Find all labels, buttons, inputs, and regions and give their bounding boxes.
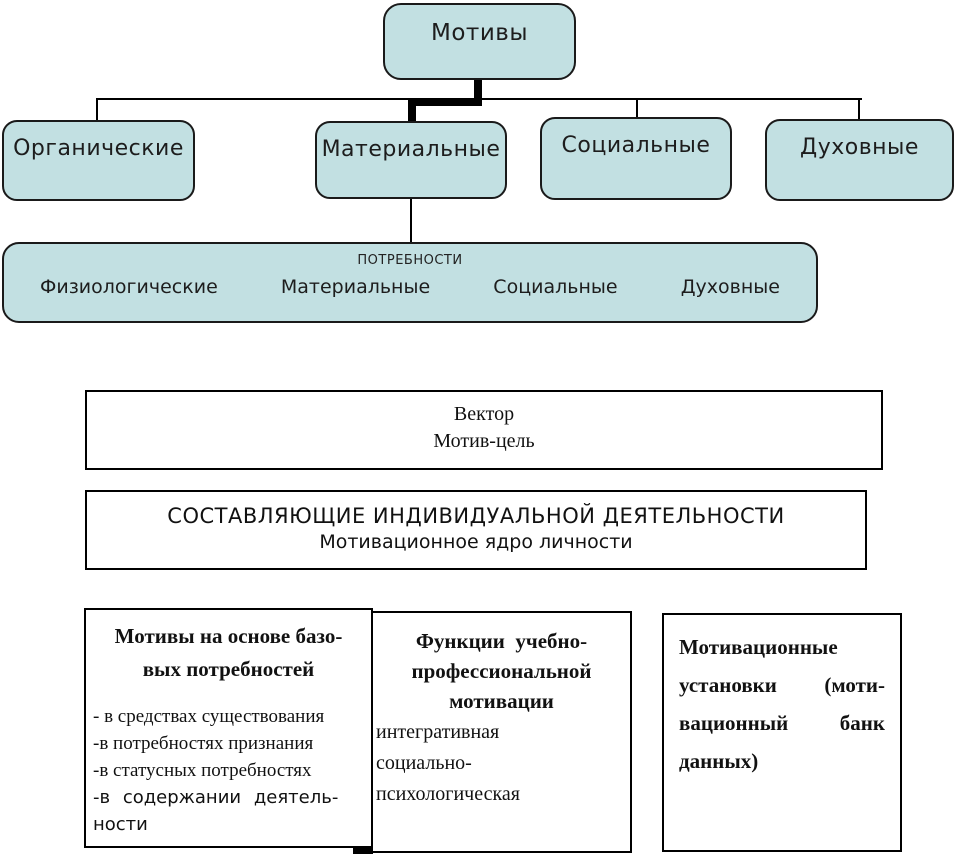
base-motives-box: [84, 608, 373, 848]
vector-box: [85, 390, 883, 470]
functions-box: [371, 611, 632, 853]
functions-list: [373, 717, 630, 810]
vector-line2: Мотив-цель: [433, 430, 535, 452]
base-motives-item: - в средствах существования: [93, 706, 325, 727]
functions-title-line2: профессиональной: [411, 659, 592, 683]
need-material: Материальные: [280, 276, 431, 298]
node-spiritual-label: Духовные: [800, 135, 919, 160]
components-line1: СОСТАВЛЯЮЩИЕ ИНДИВИДУАЛЬНОЙ ДЕЯТЕЛЬНОСТИ: [167, 504, 785, 528]
connector-drop-spiritual: [858, 98, 860, 121]
needs-box: [2, 242, 818, 323]
node-social: [540, 117, 732, 200]
attitudes-word: данных): [679, 748, 759, 773]
node-organic-label: Органические: [13, 136, 184, 161]
attitudes-box: [662, 613, 902, 852]
attitudes-word: Мотивационные: [679, 634, 838, 659]
node-social-label: Социальные: [561, 133, 711, 158]
attitudes-word: банк: [839, 710, 885, 735]
base-motives-title-line2: вых потребностей: [142, 657, 315, 681]
base-motives-title-line1: Мотивы на основе базо-: [114, 624, 343, 648]
node-motives: [383, 3, 576, 80]
functions-title-line1: Функции учебно-: [415, 629, 588, 653]
node-material: [315, 121, 507, 199]
base-motives-title: [86, 610, 371, 686]
attitudes-word: установки: [679, 672, 777, 697]
base-motives-item: -в статусных потребностях: [93, 760, 312, 781]
functions-item: интегративная: [376, 721, 500, 743]
need-spiritual: Духовные: [680, 276, 780, 298]
base-motives-item: -в потребностях признания: [93, 733, 314, 754]
vector-line1: Вектор: [453, 403, 515, 425]
need-social: Социальные: [493, 276, 618, 298]
functions-title-line3: мотивации: [449, 689, 554, 713]
node-motives-label: Мотивы: [431, 20, 528, 46]
attitudes-word: (моти-: [824, 672, 885, 697]
node-material-label: Материальные: [321, 137, 501, 162]
node-spiritual: [765, 119, 954, 201]
connector-thick-horizontal: [408, 98, 482, 106]
needs-row: [40, 276, 780, 298]
components-box: [85, 490, 867, 570]
components-line2: Мотивационное ядро личности: [319, 531, 633, 553]
functions-title: [373, 613, 630, 716]
connector-material-to-needs: [410, 197, 412, 243]
node-organic: [2, 120, 195, 201]
base-motives-item: ности: [93, 814, 148, 835]
base-motives-item: -в содержании деятель-: [93, 787, 339, 808]
needs-title: ПОТРЕБНОСТИ: [357, 253, 463, 268]
attitudes-text: [664, 615, 900, 780]
base-motives-list: [86, 703, 371, 838]
connector-drop-organic: [96, 98, 98, 122]
connector-drop-social: [636, 98, 638, 119]
need-physiological: Физиологические: [40, 276, 218, 298]
connector-thick-drop-material: [408, 98, 416, 123]
attitudes-word: вационный: [679, 710, 789, 735]
functions-item: психологическая: [376, 783, 520, 805]
functions-item: социально-: [376, 752, 472, 774]
